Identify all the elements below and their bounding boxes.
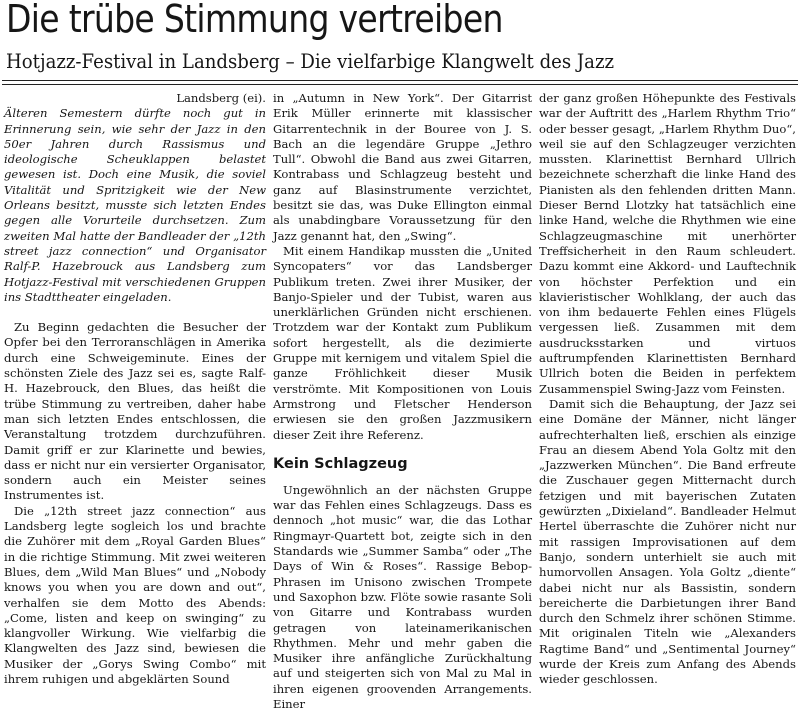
- body-paragraph: Die „12th street jazz connection“ aus Landsberg legte sogleich los und brachte die Zuhörer mit dem „Royal Garden Blues“ in die richtige Stimmung. Mit zwei weiteren Blues, dem „Wild Man Blues“ und „Nobody knows you when you are down and out“, verhalfen sie dem Motto des Abends: „Come, listen and keep on swinging“ zu klangvoller Wirkung. Wie vielfarbig die Klangwelten des Jazz sind, bewiesen die Musiker der „Gorys Swing Combo“ mit ihrem ruhigen und abgeklärten Sound: [4, 503, 266, 686]
- intro-paragraph: Älteren Semestern dürfte noch gut in Erinnerung sein, wie sehr der Jazz in den 50er Jahren durch Rassismus und ideologische Scheuklappen belastet gewesen ist. Doch eine Musik, die soviel Vitalität und Spritzigkeit wie der New Orleans besitzt, musste sich letzten Endes gegen alle Vorurteile durchsetzen. Zum zweiten Mal hatte der Bandleader der „12th street jazz connection“ und Organisator Ralf-P. Hazebrouck aus Landsberg zum Hotjazz-Festival mit verschiedenen Gruppen ins Stadttheater eingeladen.: [4, 106, 266, 304]
- article-column-3: [539, 91, 796, 687]
- body-paragraph: Zu Beginn gedachten die Besucher der Opfer bei den Terroranschlägen in Amerika durch eine Schweigeminute. Eines der schönsten Ziele des Jazz sei es, sagte Ralf-H. Hazebrouck, den Blues, das heißt die trübe Stimmung zu vertreiben, daher habe man sich letzten Endes entschlossen, die Veranstaltung trotzdem durchzuführen. Damit griff er zur Klarinette und bewies, dass er nicht nur ein versierter Organisator, sondern auch ein Meister seines Instrumentes ist.: [4, 320, 266, 503]
- body-paragraph: Damit sich die Behauptung, der Jazz sei eine Domäne der Männer, nicht länger aufrechterhalten ließ, erschien als einzige Frau an diesem Abend Yola Goltz mit den „Jazzwerken München“. Die Band erfreute die Zuschauer gegen Mitternacht durch fetzigen und mit bayerischen Zutaten gewürzten „Dixieland“. Bandleader Helmut Hertel überraschte die Zuhörer nicht nur mit rassigen Improvisationen auf dem Banjo, sondern unterhielt sie auch mit humorvollen Ansagen. Yola Goltz „diente“ dabei nicht nur als Bassistin, sondern bereicherte die Darbietungen ihrer Band durch den Schmelz ihrer schönen Stimme. Mit originalen Titeln wie „Alexanders Ragtime Band“ und „Sentimental Journey“ wurde der Kreis zum Anfang des Abends wieder geschlossen.: [539, 396, 796, 687]
- header-rule-bottom: [2, 84, 798, 85]
- article-column-2: [273, 91, 532, 711]
- headline: Die trübe Stimmung vertreiben: [6, 0, 503, 41]
- header-rule-top: [2, 80, 798, 81]
- body-paragraph: der ganz großen Höhepunkte des Festivals war der Auftritt des „Harlem Rhythm Trio“ oder besser gesagt, „Harlem Rhythm Duo“, weil sie auf den Schlagzeuger verzichten mussten. Klarinettist Bernhard Ullrich bezeichnete scherzhaft die linke Hand des Pianisten als den fehlenden dritten Mann. Dieser Bernd Llotzky hat tatsächlich eine linke Hand, welche die Rhythmen wie eine Schlagzeugmaschine mit unerhörter Treffsicherheit in den Raum schleudert. Dazu kommt eine Akkord- und Lauftechnik von höchster Perfektion und ein klavieristischer Wohlklang, der auch das von ihm bedauerte Fehlen eines Flügels vergessen ließ. Zusammen mit dem ausdrucksstarken und virtuos auftrumpfenden Klarinettisten Bernhard Ullrich boten die Beiden in perfektem Zusammenspiel Swing-Jazz vom Feinsten.: [539, 91, 796, 396]
- intro-block: [4, 91, 266, 305]
- subheadline: Hotjazz-Festival in Landsberg – Die vielfarbige Klangwelt des Jazz: [6, 49, 615, 73]
- body-paragraph: in „Autumn in New York“. Der Gitarrist Erik Müller erinnerte mit klassischer Gitarrentechnik in der Bouree von J. S. Bach an die legendäre Gruppe „Jethro Tull“. Obwohl die Band aus zwei Gitarren, Kontrabass und Schlagzeug besteht und ganz auf Blasinstrumente verzichtet, besitzt sie das, was Duke Ellington einmal als unabdingbare Voraussetzung für den Jazz genannt hat, den „Swing“.: [273, 91, 532, 243]
- body-paragraph: Mit einem Handikap mussten die „United Syncopaters“ vor das Landsberger Publikum treten. Zwei ihrer Musiker, der Banjo-Spieler und der Tubist, waren aus unerklärlichen Gründen nicht erschienen. Trotzdem war der Kontakt zum Publikum sofort hergestellt, als die dezimierte Gruppe mit kernigem und vitalem Spiel die ganze Fröhlichkeit dieser Musik verströmte. Mit Kompositionen von Louis Armstrong und Fletscher Henderson erwiesen sie den großen Jazzmusikern dieser Zeit ihre Referenz.: [273, 243, 532, 442]
- dateline: Landsberg (ei).: [176, 91, 266, 105]
- body-paragraph: Ungewöhnlich an der nächsten Gruppe war das Fehlen eines Schlagzeugs. Dass es dennoch „hot music“ war, die das Lothar Ringmayr-Quartett bot, zeigte sich in den Standards wie „Summer Samba“ oder „The Days of Win & Roses“. Rassige Bebop-Phrasen im Unisono zwischen Trompete und Saxophon bzw. Flöte sowie rasante Soli von Gitarre und Kontrabass wurden getragen von lateinamerikanischen Rhythmen. Mehr und mehr gaben die Musiker ihre anfängliche Zurückhaltung auf und steigerten sich von Mal zu Mal in ihren eigenen groovenden Arrangements. Einer: [273, 482, 532, 711]
- section-heading: Kein Schlagzeug: [273, 455, 408, 472]
- article-column-1: [4, 91, 266, 686]
